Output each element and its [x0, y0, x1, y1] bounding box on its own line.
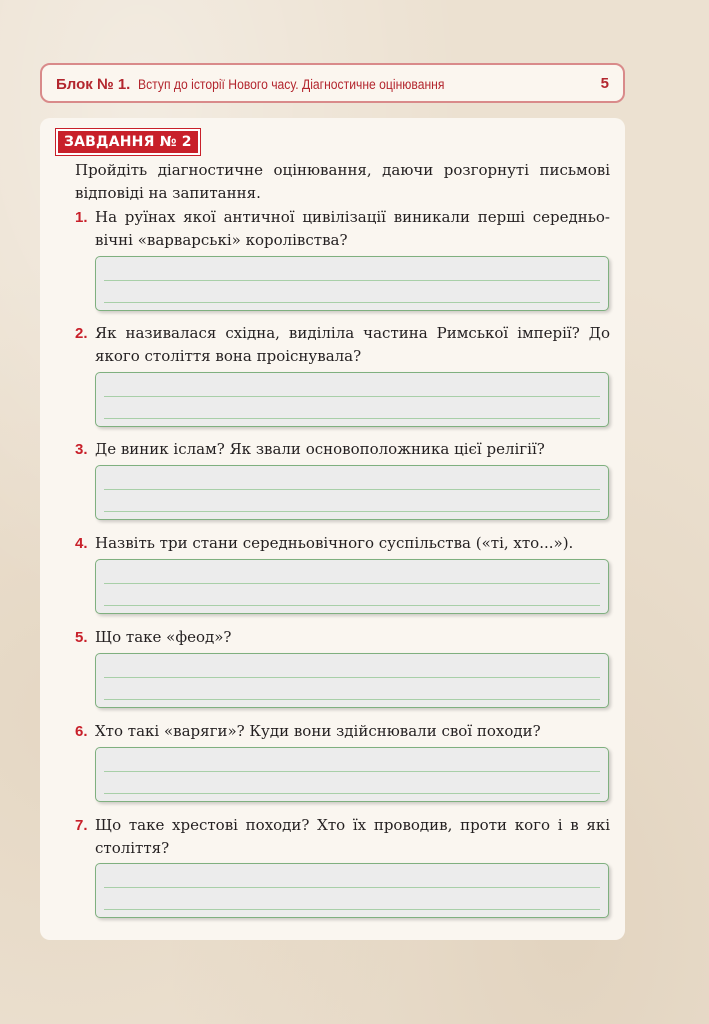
- question-5: [75, 626, 610, 649]
- answer-line: [104, 605, 600, 606]
- question-4: [75, 532, 610, 555]
- question-2: [75, 322, 610, 368]
- answer-line: [104, 280, 600, 281]
- question-number: 5.: [75, 629, 88, 646]
- answer-line: [104, 396, 600, 397]
- page-header: [40, 63, 625, 103]
- answer-line: [104, 583, 600, 584]
- answer-line: [104, 418, 600, 419]
- answer-line: [104, 887, 600, 888]
- header-title-group: [56, 74, 601, 93]
- question-number: 1.: [75, 209, 88, 226]
- answer-field-5[interactable]: [95, 653, 609, 708]
- answer-line: [104, 699, 600, 700]
- answer-field-6[interactable]: [95, 747, 609, 802]
- task-badge: ЗАВДАННЯ № 2: [56, 129, 200, 155]
- question-text: Що таке хрестові походи? Хто їх проводив, проти кого і в які століття?: [95, 816, 610, 857]
- question-number: 4.: [75, 535, 88, 552]
- page-number: 5: [600, 74, 609, 92]
- answer-line: [104, 909, 600, 910]
- answer-line: [104, 489, 600, 490]
- question-6: [75, 720, 610, 743]
- question-number: 7.: [75, 817, 88, 834]
- block-title: Вступ до історії Нового часу. Діагностичне оцінювання: [138, 76, 445, 92]
- question-text: Що таке «феод»?: [95, 628, 232, 646]
- answer-line: [104, 677, 600, 678]
- question-number: 3.: [75, 441, 88, 458]
- answer-field-4[interactable]: [95, 559, 609, 614]
- question-text: На руїнах якої античної цивілізації виникали перші середньо-вічні «варварські» королівства?: [95, 208, 610, 249]
- question-text: Як називалася східна, виділіла частина Римської імперії? До якого століття вона проіснувала?: [95, 324, 610, 365]
- answer-field-2[interactable]: [95, 372, 609, 427]
- question-1: [75, 206, 610, 252]
- task-intro: Пройдіть діагностичне оцінювання, даючи розгорнуті письмові відповіді на запитання.: [75, 161, 610, 202]
- question-text: Хто такі «варяги»? Куди вони здійснювали свої походи?: [95, 722, 541, 740]
- question-number: 2.: [75, 325, 88, 342]
- question-7: [75, 814, 610, 860]
- answer-line: [104, 511, 600, 512]
- question-number: 6.: [75, 723, 88, 740]
- question-3: [75, 438, 610, 461]
- question-text: Назвіть три стани середньовічного суспільства («ті, хто...»).: [95, 534, 574, 552]
- answer-line: [104, 793, 600, 794]
- answer-line: [104, 771, 600, 772]
- answer-field-1[interactable]: [95, 256, 609, 311]
- answer-field-3[interactable]: [95, 465, 609, 520]
- block-label: Блок № 1.: [56, 75, 131, 93]
- answer-field-7[interactable]: [95, 863, 609, 918]
- answer-line: [104, 302, 600, 303]
- question-text: Де виник іслам? Як звали основоположника цієї релігії?: [95, 440, 545, 458]
